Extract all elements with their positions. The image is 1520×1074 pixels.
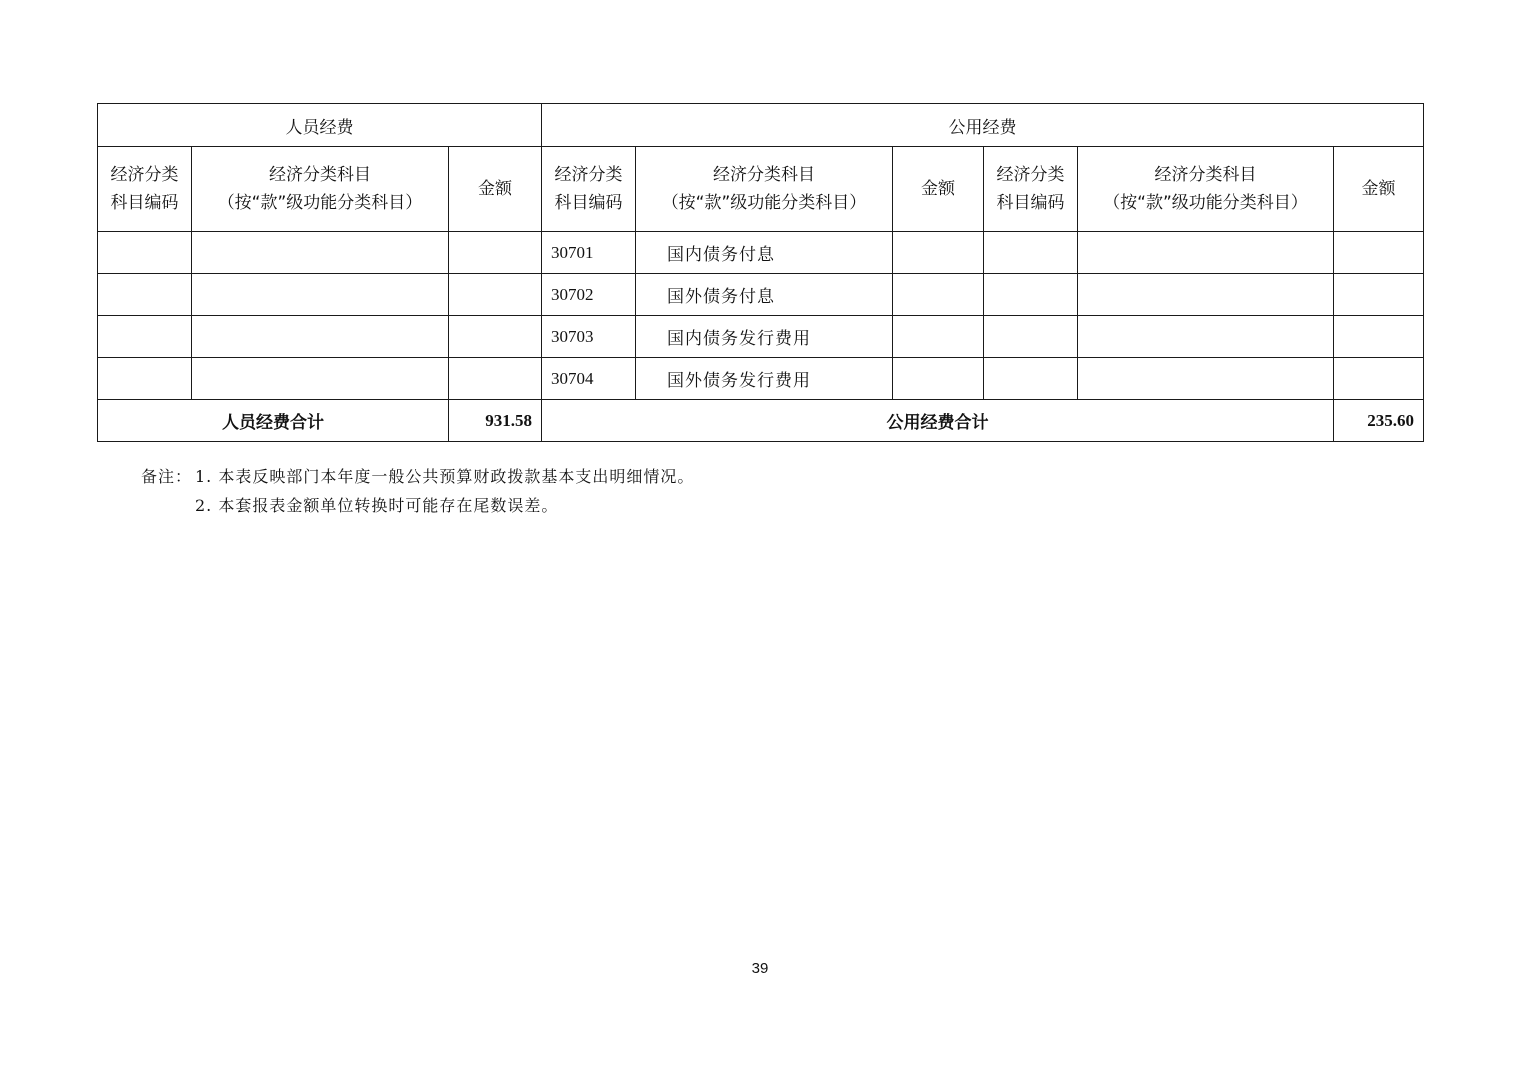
personnel-amount-header: 金额 — [449, 147, 542, 232]
notes-lead: 备注： — [141, 467, 193, 486]
row-code: 30702 — [542, 274, 636, 316]
public-code-header-2: 经济分类 科目编码 — [984, 147, 1078, 232]
note-item — [141, 462, 694, 491]
public-amount-header-2: 金额 — [1334, 147, 1424, 232]
row-code: 30704 — [542, 358, 636, 400]
public-total-value: 235.60 — [1334, 400, 1424, 442]
public-code-header-1: 经济分类 科目编码 — [542, 147, 636, 232]
page-number: 39 — [751, 960, 769, 977]
row-name: 国内债务发行费用 — [636, 316, 893, 358]
column-header-row — [98, 147, 1424, 232]
personnel-item-header: 经济分类科目 （按“款”级功能分类科目） — [192, 147, 449, 232]
total-row — [98, 400, 1424, 442]
note-text: 1. 本表反映部门本年度一般公共预算财政拨款基本支出明细情况。 — [195, 467, 695, 486]
row-code: 30703 — [542, 316, 636, 358]
public-amount-header-1: 金额 — [893, 147, 984, 232]
table-row — [98, 358, 1424, 400]
public-item-header-2: 经济分类科目 （按“款”级功能分类科目） — [1078, 147, 1334, 232]
personnel-expense-header: 人员经费 — [98, 104, 542, 147]
personnel-total-value: 931.58 — [449, 400, 542, 442]
public-expense-header: 公用经费 — [542, 104, 1424, 147]
personnel-code-header: 经济分类 科目编码 — [98, 147, 192, 232]
note-text: 2. 本套报表金额单位转换时可能存在尾数误差。 — [195, 496, 559, 515]
table-row — [98, 316, 1424, 358]
note-item — [141, 491, 694, 520]
table-row — [98, 274, 1424, 316]
group-header-row — [98, 104, 1424, 147]
notes — [141, 462, 694, 520]
row-code: 30701 — [542, 232, 636, 274]
public-total-label: 公用经费合计 — [542, 400, 1334, 442]
table-row — [98, 232, 1424, 274]
row-name: 国外债务发行费用 — [636, 358, 893, 400]
budget-expenditure-table — [97, 103, 1424, 442]
row-name: 国内债务付息 — [636, 232, 893, 274]
row-name: 国外债务付息 — [636, 274, 893, 316]
public-item-header-1: 经济分类科目 （按“款”级功能分类科目） — [636, 147, 893, 232]
personnel-total-label: 人员经费合计 — [98, 400, 449, 442]
